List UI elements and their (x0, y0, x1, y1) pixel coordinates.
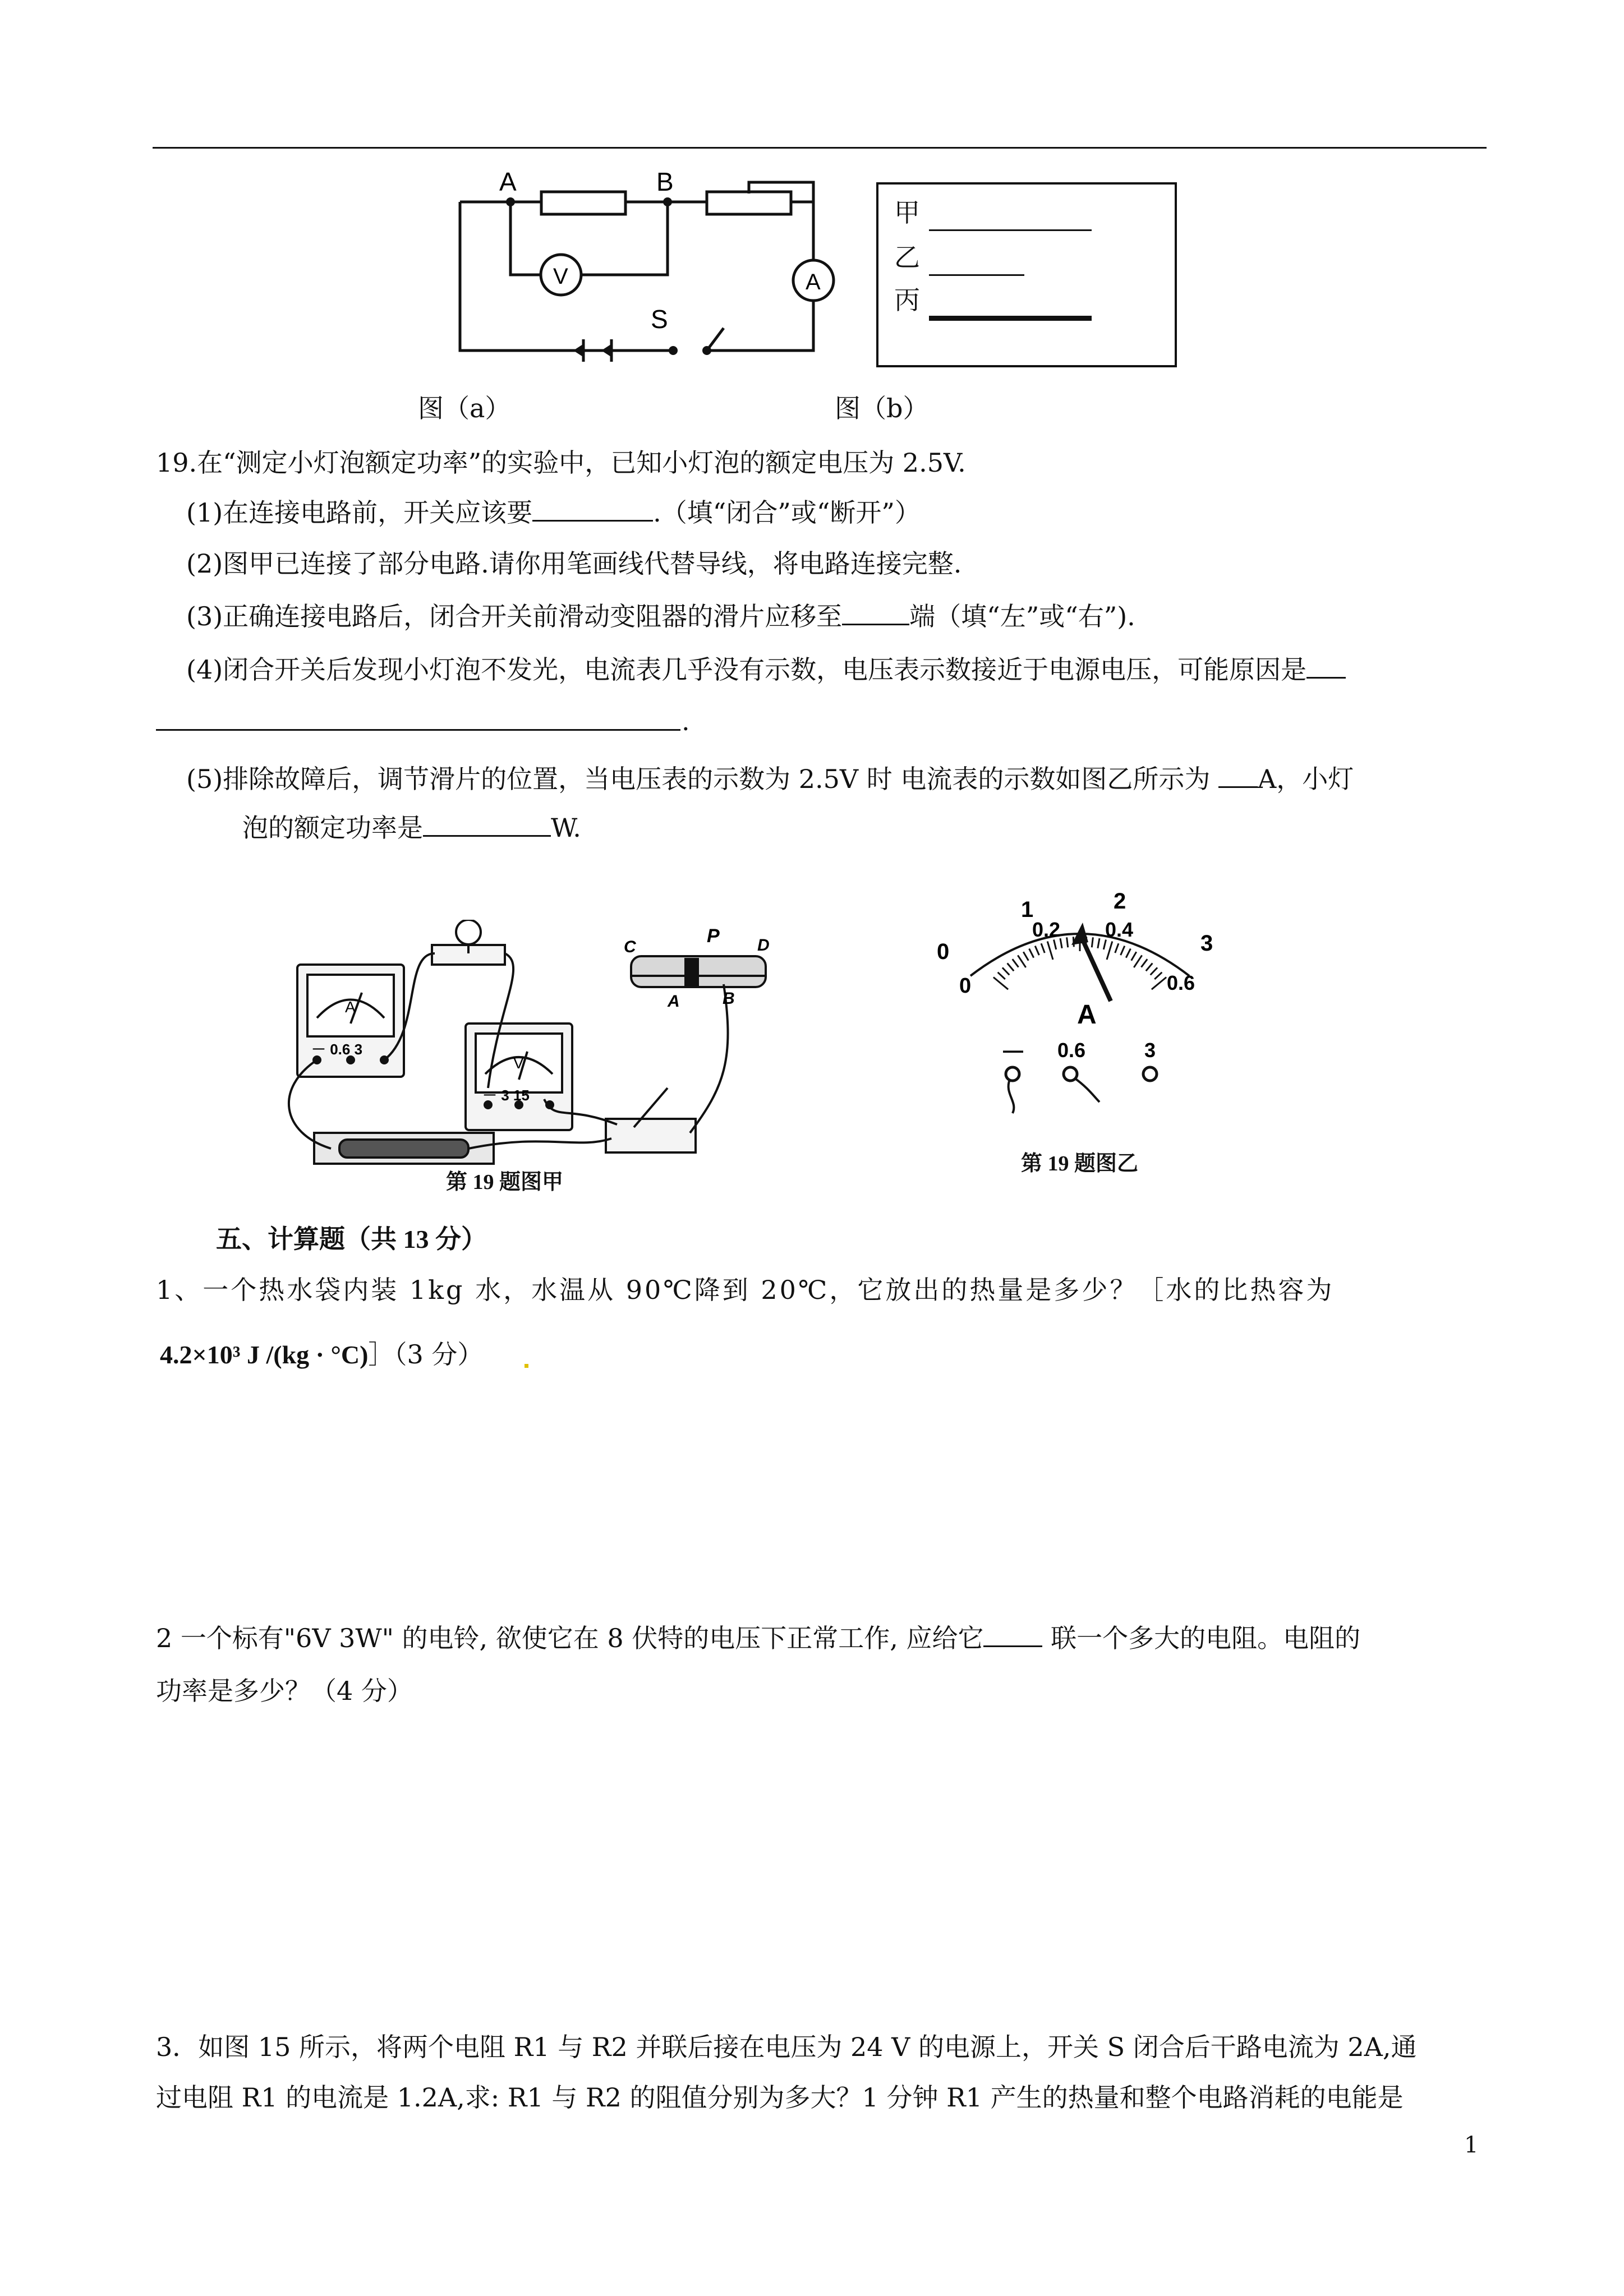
q19-part5: (5)排除故障后，调节滑片的位置，当电压表的示数为 2.5V 时 电流表的示数如图乙所示为 A，小灯 (186, 762, 1354, 796)
q19-part4-end: . (682, 706, 690, 736)
figure-b-row-1: 甲 (894, 197, 920, 228)
jia-label-D: D (757, 936, 770, 955)
calc-q3-line1: 3．如图 15 所示，将两个电阻 R1 与 R2 并联后接在电压为 24 V 的电源上，开关 S 闭合后干路电流为 2A,通 (156, 2032, 1417, 2062)
dial-tick (1126, 949, 1130, 958)
figure-19-jia (264, 920, 802, 1178)
dial-tick (998, 972, 1005, 979)
dial-tick (1152, 978, 1166, 990)
dial-tick (1098, 938, 1099, 948)
dial-tick (1060, 938, 1062, 948)
dial-unit: A (1077, 1000, 1097, 1030)
q19-blank-4a[interactable] (1306, 652, 1346, 679)
dial-tick (1054, 939, 1056, 949)
terminal-3: 3 (1144, 1039, 1156, 1062)
dial-tick (1107, 942, 1112, 960)
dial-tick (1134, 955, 1142, 967)
q19-part2: (2)图甲已连接了部分电路.请你用笔画线代替导线，将电路连接完整. (186, 548, 962, 579)
dial-tick (1035, 946, 1039, 956)
calc-q3-line2: 过电阻 R1 的电流是 1.2A,求: R1 与 R2 的阻值分别为多大？1 分钟 R1 产生的热量和整个电路消耗的电能是 (156, 2082, 1404, 2113)
figure-b-caption: 图（b） (835, 393, 929, 423)
q19-part4: (4)闭合开关后发现小灯泡不发光，电流表几乎没有示数，电压表示数接近于电源电压，可能原因是 (186, 652, 1346, 686)
dial-tick (1002, 967, 1009, 975)
dial-tick (1154, 972, 1162, 979)
dial-bottom-2: 0.4 (1105, 918, 1134, 941)
dial-tick (1131, 952, 1137, 961)
label-V: V (553, 264, 568, 289)
q19-part5-line2: 泡的额定功率是 W. (242, 810, 581, 845)
figure-b-line-2 (929, 274, 1024, 276)
dial-tick (1029, 949, 1034, 958)
figure-19-yi-caption: 第 19 题图乙 (1021, 1152, 1139, 1175)
calc-q2-line1: 2 一个标有"6V 3W" 的电铃, 欲使它在 8 伏特的电压下正常工作, 应给它 联一个多大的电阻。电阻的 (156, 1621, 1360, 1655)
dial-tick (1023, 952, 1028, 961)
jia-voltmeter-terminals: － 3 15 (482, 1087, 530, 1104)
calc-q1-line1: 1、一个热水袋内装 1kg 水，水温从 90℃降到 20℃，它放出的热量是多少？［水的比热容为 (156, 1275, 1335, 1305)
label-A: A (499, 168, 517, 196)
dial-tick (993, 978, 1008, 990)
q19-stem: 19.在“测定小灯泡额定功率”的实验中，已知小灯泡的额定电压为 2.5V. (156, 448, 966, 478)
figure-a-circuit (443, 168, 836, 365)
q19-blank-5b[interactable] (423, 810, 551, 837)
q19-blank-1[interactable] (532, 495, 653, 522)
header-rule (153, 147, 1487, 149)
label-S: S (651, 305, 668, 334)
dial-tick (1121, 946, 1125, 956)
q19-part3: (3)正确连接电路后，闭合开关前滑动变阻器的滑片应移至 端（填“左”或“右”). (186, 599, 1135, 633)
dial-tick (1041, 943, 1045, 953)
dial-bottom-0: 0 (959, 974, 972, 998)
figure-a-caption: 图（a） (418, 393, 511, 423)
dial-top-3: 3 (1200, 931, 1213, 956)
jia-voltmeter-face: V (513, 1054, 524, 1072)
jia-label-B: B (723, 989, 735, 1008)
figure-b-row-2: 乙 (894, 242, 920, 273)
dial-needle (1080, 934, 1111, 1001)
dial-tick (1067, 937, 1068, 947)
dial-tick (1092, 937, 1093, 947)
terminal-neg: — (1003, 1039, 1023, 1062)
calc-q2-blank[interactable] (983, 1621, 1042, 1647)
dial-tick (1013, 959, 1019, 967)
dial-top-2: 2 (1114, 889, 1126, 914)
q19-blank-3[interactable] (842, 599, 909, 625)
jia-ammeter-terminals: － 0.6 3 (311, 1041, 363, 1058)
dial-bottom-1: 0.2 (1032, 918, 1061, 941)
dial-tick (1018, 955, 1025, 967)
figure-b-box (876, 182, 1177, 367)
jia-ammeter-face: A (345, 998, 356, 1016)
dial-tick (1151, 967, 1157, 975)
dial-bottom-3: 0.6 (1167, 971, 1195, 994)
dial-tick (1103, 939, 1106, 949)
q19-blank-4b[interactable] (156, 729, 680, 731)
dial-tick (1146, 963, 1153, 971)
page-number: 1 (1464, 2132, 1479, 2158)
specific-heat-formula: 4.2×10³ J /(kg · °C) (160, 1340, 369, 1369)
dial-top-1: 1 (1021, 897, 1034, 922)
jia-label-P: P (707, 925, 720, 947)
figure-b-row-3: 丙 (894, 285, 920, 315)
dial-tick (1007, 963, 1014, 971)
dial-tick (1047, 942, 1053, 960)
label-ammeter: A (806, 270, 821, 294)
jia-label-A: A (668, 992, 680, 1011)
section5-title: 五、计算题（共 13 分） (216, 1225, 487, 1253)
calc-q1-line2: 4.2×10³ J /(kg · °C)］（3 分） (160, 1339, 484, 1370)
q19-part1: (1)在连接电路前，开关应该要 .（填“闭合”或“断开”） (186, 495, 921, 529)
yellow-dot (525, 1364, 528, 1368)
figure-b-line-1 (929, 229, 1092, 231)
figure-19-jia-caption: 第 19 题图甲 (446, 1170, 564, 1194)
label-B: B (656, 168, 674, 196)
q19-blank-5a[interactable] (1218, 762, 1258, 788)
figure-b-line-3 (929, 316, 1092, 321)
calc-q2-line2: 功率是多少？（4 分） (156, 1676, 413, 1706)
dial-top-0: 0 (937, 939, 950, 964)
jia-label-C: C (624, 938, 636, 956)
figure-19-yi-dial (920, 880, 1245, 1116)
dial-tick (1141, 959, 1147, 967)
terminal-06: 0.6 (1057, 1039, 1086, 1062)
dial-tick (1115, 943, 1119, 953)
